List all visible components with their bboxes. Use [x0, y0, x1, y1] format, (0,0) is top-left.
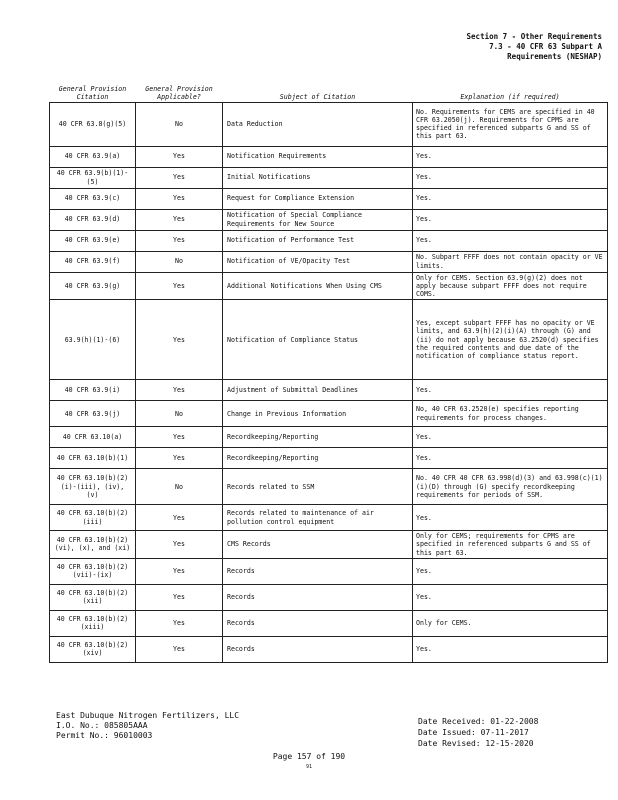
citation-cell: 40 CFR 63.9(g) — [50, 272, 136, 300]
subject-cell: Recordkeeping/Reporting — [223, 427, 413, 448]
table-row — [50, 380, 608, 401]
subject-cell: Records — [223, 558, 413, 584]
explanation-cell: No. 40 CFR 40 CFR 63.998(d)(3) and 63.998(c)(1)(i)(D) through (G) specify recordkeeping requirements for periods of SSM. — [413, 469, 608, 505]
explanation-cell: No, 40 CFR 63.2520(e) specifies reporting requirements for process changes. — [413, 401, 608, 427]
subject-cell: Notification of Compliance Status — [223, 300, 413, 380]
subject-cell: CMS Records — [223, 531, 413, 559]
applicable-cell: Yes — [136, 188, 223, 209]
table-row — [50, 636, 608, 662]
table-row — [50, 531, 608, 559]
footer-left — [56, 711, 239, 741]
explanation-cell: Yes. — [413, 209, 608, 230]
subject-cell: Request for Compliance Extension — [223, 188, 413, 209]
explanation-cell: Yes. — [413, 167, 608, 188]
table-row — [50, 505, 608, 531]
citation-cell: 40 CFR 63.10(b)(2)(xiv) — [50, 636, 136, 662]
subject-cell: Data Reduction — [223, 102, 413, 146]
subject-cell: Records — [223, 636, 413, 662]
explanation-cell: No. Subpart FFFF does not contain opacity or VE limits. — [413, 251, 608, 272]
date-issued: Date Issued: 07-11-2017 — [418, 728, 529, 737]
explanation-cell: Only for CEMS. — [413, 610, 608, 636]
explanation-cell: Yes. — [413, 636, 608, 662]
citation-cell: 40 CFR 63.9(j) — [50, 401, 136, 427]
explanation-cell: Only for CEMS; requirements for CPMS are specified in referenced subparts G and SS of this part 63. — [413, 531, 608, 559]
applicable-cell: Yes — [136, 167, 223, 188]
applicable-cell: Yes — [136, 448, 223, 469]
table-row — [50, 584, 608, 610]
citation-cell: 40 CFR 63.10(b)(2)(iii) — [50, 505, 136, 531]
citation-cell: 40 CFR 63.10(b)(2)(vii)-(ix) — [50, 558, 136, 584]
citation-cell: 40 CFR 63.10(b)(2)(xiii) — [50, 610, 136, 636]
table-row — [50, 209, 608, 230]
subject-cell: Recordkeeping/Reporting — [223, 448, 413, 469]
col-header-explanation: Explanation (if required) — [460, 92, 560, 101]
subject-cell: Additional Notifications When Using CMS — [223, 272, 413, 300]
citation-cell: 40 CFR 63.9(i) — [50, 380, 136, 401]
citation-cell: 40 CFR 63.9(b)(1)-(5) — [50, 167, 136, 188]
table-body — [50, 102, 608, 662]
page-number: Page 157 of 190 — [272, 752, 346, 761]
explanation-cell: Yes. — [413, 427, 608, 448]
applicable-cell: Yes — [136, 427, 223, 448]
applicable-cell: No — [136, 102, 223, 146]
table-row — [50, 146, 608, 167]
applicable-cell: No — [136, 251, 223, 272]
header-line-3: Requirements (NESHAP) — [507, 52, 602, 61]
applicable-cell: Yes — [136, 230, 223, 251]
table-row — [50, 610, 608, 636]
citation-cell: 40 CFR 63.9(d) — [50, 209, 136, 230]
explanation-cell: Yes. — [413, 505, 608, 531]
subject-cell: Adjustment of Submittal Deadlines — [223, 380, 413, 401]
applicable-cell: Yes — [136, 505, 223, 531]
explanation-cell: Yes. — [413, 146, 608, 167]
explanation-cell: Yes. — [413, 230, 608, 251]
citation-cell: 40 CFR 63.10(b)(1) — [50, 448, 136, 469]
citation-cell: 40 CFR 63.10(a) — [50, 427, 136, 448]
subject-cell: Records — [223, 610, 413, 636]
citation-cell: 40 CFR 63.10(b)(2)(vi), (x), and (xi) — [50, 531, 136, 559]
company-name: East Dubuque Nitrogen Fertilizers, LLC — [56, 711, 240, 720]
explanation-cell: Yes. — [413, 558, 608, 584]
explanation-cell: Yes. — [413, 188, 608, 209]
citation-cell: 40 CFR 63.8(g)(5) — [50, 102, 136, 146]
applicable-cell: Yes — [136, 146, 223, 167]
applicable-cell: No — [136, 401, 223, 427]
applicable-cell: Yes — [136, 584, 223, 610]
citation-cell: 40 CFR 63.9(f) — [50, 251, 136, 272]
table-row — [50, 558, 608, 584]
applicable-cell: No — [136, 469, 223, 505]
requirements-table — [49, 74, 608, 663]
explanation-cell: Only for CEMS. Section 63.9(g)(2) does not apply because subpart FFFF does not require COMS. — [413, 272, 608, 300]
citation-cell: 40 CFR 63.9(e) — [50, 230, 136, 251]
subject-cell: Records — [223, 584, 413, 610]
table-row — [50, 401, 608, 427]
table-row — [50, 167, 608, 188]
applicable-cell: Yes — [136, 610, 223, 636]
explanation-cell: Yes. — [413, 584, 608, 610]
applicable-cell: Yes — [136, 636, 223, 662]
table-row — [50, 188, 608, 209]
applicable-cell: Yes — [136, 558, 223, 584]
citation-cell: 40 CFR 63.10(b)(2)(i)-(iii), (iv), (v) — [50, 469, 136, 505]
subject-cell: Notification Requirements — [223, 146, 413, 167]
col-header-subject: Subject of Citation — [279, 92, 356, 101]
explanation-cell: Yes, except subpart FFFF has no opacity or VE limits, and 63.9(h)(2)(i)(A) through (G) and (ii) do not apply because 63.2520(d) specifies the required contents and due date of the notification of compliance status report. — [413, 300, 608, 380]
section-header — [467, 32, 602, 62]
page-mark: 91 — [305, 764, 313, 770]
table-row — [50, 230, 608, 251]
applicable-cell: Yes — [136, 300, 223, 380]
table-row — [50, 272, 608, 300]
subject-cell: Change in Previous Information — [223, 401, 413, 427]
citation-cell: 40 CFR 63.10(b)(2)(xii) — [50, 584, 136, 610]
subject-cell: Notification of VE/Opacity Test — [223, 251, 413, 272]
explanation-cell: Yes. — [413, 448, 608, 469]
table-row — [50, 427, 608, 448]
col-header-applicable: General Provision Applicable? — [145, 84, 213, 101]
subject-cell: Initial Notifications — [223, 167, 413, 188]
citation-cell: 40 CFR 63.9(a) — [50, 146, 136, 167]
subject-cell: Records related to SSM — [223, 469, 413, 505]
table-row — [50, 448, 608, 469]
explanation-cell: No. Requirements for CEMS are specified in 40 CFR 63.2050(j). Requirements for CPMS are specified in referenced subparts G and SS of this part 63. — [413, 102, 608, 146]
header-line-2: 7.3 - 40 CFR 63 Subpart A — [489, 42, 602, 51]
subject-cell: Notification of Special Compliance Requirements for New Source — [223, 209, 413, 230]
footer-right — [418, 716, 538, 749]
header-line-1: Section 7 - Other Requirements — [466, 32, 602, 41]
date-revised: Date Revised: 12-15-2020 — [418, 739, 534, 748]
io-number: I.O. No.: 085805AAA — [56, 721, 148, 730]
permit-number: Permit No.: 96010003 — [56, 731, 153, 740]
applicable-cell: Yes — [136, 380, 223, 401]
explanation-cell: Yes. — [413, 380, 608, 401]
col-header-citation: General Provision Citation — [58, 84, 127, 101]
subject-cell: Records related to maintenance of air pollution control equipment — [223, 505, 413, 531]
applicable-cell: Yes — [136, 272, 223, 300]
table-row — [50, 251, 608, 272]
date-received: Date Received: 01-22-2008 — [418, 717, 539, 726]
citation-cell: 40 CFR 63.9(c) — [50, 188, 136, 209]
applicable-cell: Yes — [136, 531, 223, 559]
table-row — [50, 469, 608, 505]
citation-cell: 63.9(h)(1)-(6) — [50, 300, 136, 380]
applicable-cell: Yes — [136, 209, 223, 230]
table-row — [50, 102, 608, 146]
table-row — [50, 300, 608, 380]
subject-cell: Notification of Performance Test — [223, 230, 413, 251]
